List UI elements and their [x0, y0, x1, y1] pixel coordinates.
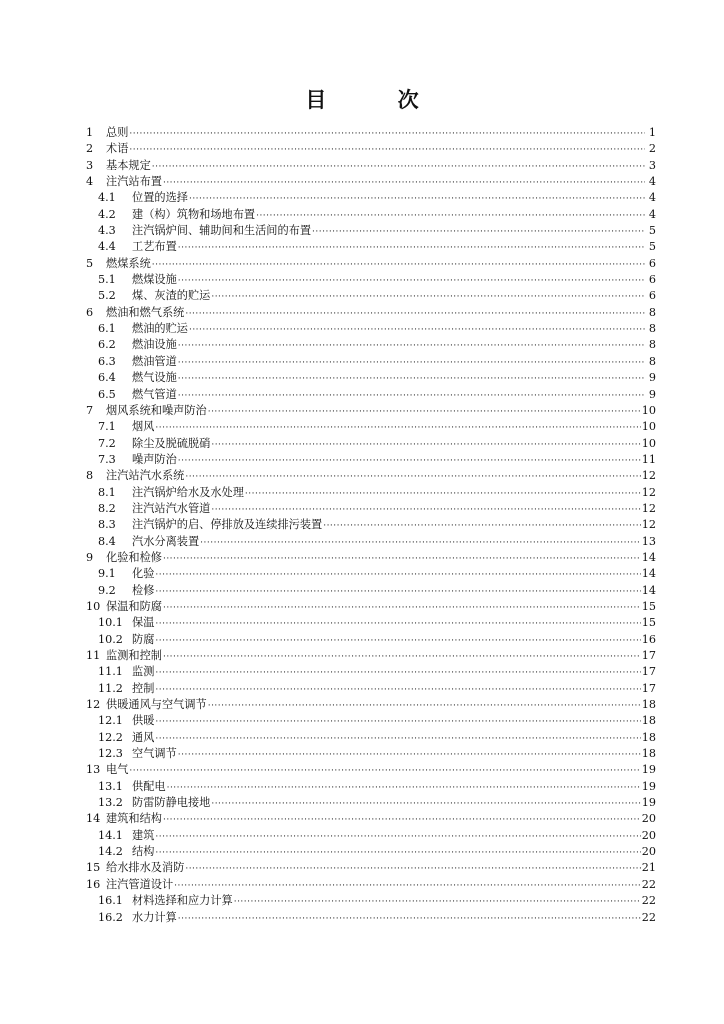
toc-entry-number: 5	[86, 256, 94, 270]
toc-entry	[86, 239, 656, 255]
toc-entry	[86, 256, 656, 272]
page-title: 目 次	[305, 88, 451, 112]
toc-entry	[86, 697, 656, 713]
toc-entry-number: 11.1	[98, 665, 123, 679]
toc-entry-page: 14	[641, 567, 656, 581]
toc-entry-page: 6	[648, 273, 656, 287]
dot-leader	[185, 469, 640, 485]
toc-entry	[86, 501, 656, 517]
toc-entry-page: 15	[641, 616, 656, 630]
dot-leader	[189, 322, 645, 338]
toc-entry-number: 16.2	[98, 910, 123, 924]
toc-entry	[86, 534, 656, 550]
toc-entry-page: 9	[648, 387, 656, 401]
toc-entry-number: 6.3	[98, 354, 116, 368]
dot-leader	[178, 355, 645, 371]
toc-entry	[86, 272, 656, 288]
toc-entry	[86, 599, 656, 615]
toc-entry-title: 化验和检修	[106, 550, 162, 564]
toc-entry	[86, 828, 656, 844]
dot-leader	[155, 845, 640, 861]
toc-entry	[86, 387, 656, 403]
toc-entry-page: 18	[641, 730, 656, 744]
dot-leader	[155, 616, 640, 632]
dot-leader	[155, 829, 640, 845]
toc-entry	[86, 795, 656, 811]
toc-entry-number: 4.3	[98, 224, 116, 238]
toc-entry	[86, 779, 656, 795]
toc-entry	[86, 910, 656, 926]
toc-entry-title: 燃油设施	[132, 338, 177, 352]
toc-entry-number: 6	[86, 305, 94, 319]
toc-entry-page: 20	[641, 845, 656, 859]
toc-entry-page: 22	[641, 877, 656, 891]
toc-entry	[86, 125, 656, 141]
dot-leader	[208, 698, 641, 714]
toc-entry-page: 18	[641, 747, 656, 761]
dot-leader	[155, 633, 640, 649]
toc-entry	[86, 583, 656, 599]
toc-entry-page: 19	[641, 779, 656, 793]
toc-entry-number: 6.2	[98, 338, 116, 352]
toc-entry-number: 1	[86, 126, 94, 139]
toc-entry	[86, 615, 656, 631]
toc-entry-page: 18	[641, 714, 656, 728]
toc-entry-title: 给水排水及消防	[106, 861, 185, 875]
dot-leader	[155, 584, 640, 600]
dot-leader	[256, 208, 645, 224]
toc-entry-page: 19	[641, 796, 656, 810]
toc-entry-number: 8.3	[98, 518, 116, 532]
toc-entry-title: 建筑和结构	[106, 812, 162, 826]
toc-entry-number: 7.2	[98, 436, 116, 450]
toc-entry-title: 燃煤系统	[106, 256, 151, 270]
table-of-contents	[86, 125, 656, 926]
toc-entry	[86, 419, 656, 435]
toc-entry-title: 燃气管道	[132, 387, 177, 401]
toc-entry-title: 通风	[132, 730, 155, 744]
toc-entry-page: 4	[648, 175, 656, 189]
toc-entry-number: 8.2	[98, 501, 116, 515]
toc-entry-title: 化验	[132, 567, 155, 581]
toc-entry	[86, 337, 656, 353]
toc-entry-title: 建（构）筑物和场地布置	[132, 207, 256, 221]
toc-entry-number: 16.1	[98, 894, 123, 908]
toc-entry-title: 电气	[106, 763, 129, 777]
toc-entry-page: 15	[641, 599, 656, 613]
toc-entry-title: 除尘及脱硫脱硝	[132, 436, 211, 450]
toc-entry-title: 噪声防治	[132, 452, 177, 466]
toc-entry-number: 8	[86, 469, 94, 483]
toc-entry-title: 供暖	[132, 714, 155, 728]
toc-entry-page: 21	[641, 861, 656, 875]
toc-entry-number: 4.2	[98, 207, 116, 221]
toc-entry-title: 监测	[132, 665, 155, 679]
toc-entry	[86, 762, 656, 778]
toc-entry	[86, 517, 656, 533]
toc-entry-title: 空气调节	[132, 747, 177, 761]
dot-leader	[185, 306, 645, 322]
toc-entry-title: 燃煤设施	[132, 273, 177, 287]
toc-entry-number: 9.1	[98, 567, 116, 581]
toc-entry-number: 11	[86, 649, 101, 662]
dot-leader	[178, 273, 645, 289]
dot-leader	[163, 649, 641, 665]
toc-entry	[86, 877, 656, 893]
toc-entry	[86, 158, 656, 174]
toc-entry-title: 烟风	[132, 420, 155, 434]
toc-entry-page: 10	[641, 420, 656, 434]
dot-leader	[155, 665, 640, 681]
dot-leader	[178, 747, 641, 763]
toc-entry-number: 10.1	[98, 616, 123, 630]
toc-entry-page: 1	[648, 126, 656, 139]
toc-entry-page: 17	[641, 665, 656, 679]
toc-entry-title: 监测和控制	[106, 649, 162, 662]
dot-leader	[200, 535, 641, 551]
toc-entry-number: 6.5	[98, 387, 116, 401]
toc-entry-title: 检修	[132, 583, 155, 597]
toc-entry-number: 10.2	[98, 632, 123, 646]
dot-leader	[129, 142, 645, 158]
toc-entry-number: 14.1	[98, 828, 123, 842]
toc-entry-number: 5.1	[98, 273, 116, 287]
toc-entry-title: 注汽锅炉间、辅助间和生活间的布置	[132, 224, 312, 238]
toc-entry-title: 煤、灰渣的贮运	[132, 289, 211, 303]
toc-entry-page: 20	[641, 812, 656, 826]
toc-entry-title: 烟风系统和噪声防治	[106, 403, 207, 417]
toc-entry	[86, 550, 656, 566]
toc-entry-title: 注汽站汽水管道	[132, 501, 211, 515]
toc-entry	[86, 893, 656, 909]
toc-entry	[86, 305, 656, 321]
dot-leader	[189, 191, 645, 207]
toc-entry-title: 保温	[132, 616, 155, 630]
toc-entry	[86, 648, 656, 664]
toc-entry-title: 水力计算	[132, 910, 177, 924]
toc-entry-number: 10	[86, 599, 101, 613]
toc-entry-page: 8	[648, 354, 656, 368]
dot-leader	[163, 600, 641, 616]
toc-entry-number: 7.3	[98, 452, 116, 466]
dot-leader	[155, 731, 640, 747]
toc-entry	[86, 713, 656, 729]
toc-entry-number: 5.2	[98, 289, 116, 303]
toc-entry-title: 保温和防腐	[106, 599, 162, 613]
toc-entry-number: 6.1	[98, 322, 116, 336]
toc-entry-number: 12.3	[98, 747, 123, 761]
toc-entry-page: 5	[648, 224, 656, 238]
toc-entry-page: 17	[641, 649, 656, 662]
dot-leader	[163, 551, 641, 567]
dot-leader	[211, 289, 645, 305]
dot-leader	[178, 371, 645, 387]
toc-entry-title: 供暖通风与空气调节	[106, 698, 207, 712]
dot-leader	[152, 257, 645, 273]
toc-entry	[86, 860, 656, 876]
toc-entry	[86, 730, 656, 746]
toc-entry	[86, 354, 656, 370]
dot-leader	[167, 780, 641, 796]
toc-entry-page: 12	[641, 469, 656, 483]
toc-entry-page: 6	[648, 289, 656, 303]
dot-leader	[129, 126, 645, 142]
dot-leader	[245, 486, 641, 502]
dot-leader	[211, 437, 640, 453]
toc-entry	[86, 468, 656, 484]
toc-entry	[86, 485, 656, 501]
toc-entry-page: 10	[641, 436, 656, 450]
toc-entry-number: 13.1	[98, 779, 123, 793]
dot-leader	[178, 388, 645, 404]
toc-entry	[86, 566, 656, 582]
dot-leader	[323, 518, 641, 534]
toc-entry	[86, 174, 656, 190]
toc-entry-number: 16	[86, 877, 101, 891]
toc-entry-title: 基本规定	[106, 158, 151, 172]
toc-entry-page: 14	[641, 583, 656, 597]
toc-entry-title: 燃油管道	[132, 354, 177, 368]
toc-entry-title: 工艺布置	[132, 240, 177, 254]
toc-entry	[86, 681, 656, 697]
toc-entry-title: 材料选择和应力计算	[132, 894, 233, 908]
toc-entry-title: 注汽锅炉的启、停排放及连续排污装置	[132, 518, 323, 532]
toc-entry-number: 8.4	[98, 534, 116, 548]
toc-entry-title: 燃气设施	[132, 371, 177, 385]
dot-leader	[178, 911, 641, 927]
toc-entry-title: 注汽站汽水系统	[106, 469, 185, 483]
toc-entry-page: 14	[641, 550, 656, 564]
toc-entry-page: 6	[648, 256, 656, 270]
toc-entry-page: 12	[641, 518, 656, 532]
toc-entry	[86, 403, 656, 419]
toc-entry-number: 4	[86, 175, 94, 189]
toc-entry-page: 8	[648, 322, 656, 336]
dot-leader	[155, 682, 640, 698]
toc-entry-number: 8.1	[98, 485, 116, 499]
dot-leader	[211, 502, 640, 518]
toc-entry-title: 汽水分离装置	[132, 534, 200, 548]
toc-entry-number: 15	[86, 861, 101, 875]
dot-leader	[178, 453, 641, 469]
dot-leader	[155, 420, 640, 436]
toc-entry-page: 3	[648, 158, 656, 172]
toc-entry-title: 燃油和燃气系统	[106, 305, 185, 319]
toc-entry-number: 13.2	[98, 796, 123, 810]
toc-entry-title: 防雷防静电接地	[132, 796, 211, 810]
toc-entry-page: 4	[648, 191, 656, 205]
toc-entry	[86, 370, 656, 386]
toc-entry	[86, 190, 656, 206]
toc-entry	[86, 844, 656, 860]
toc-entry-number: 7	[86, 403, 94, 417]
toc-entry-page: 19	[641, 763, 656, 777]
toc-entry-page: 12	[641, 485, 656, 499]
toc-entry-page: 20	[641, 828, 656, 842]
toc-entry-title: 注汽锅炉给水及水处理	[132, 485, 244, 499]
toc-entry-page: 11	[641, 452, 656, 466]
dot-leader	[312, 224, 645, 240]
toc-entry-number: 6.4	[98, 371, 116, 385]
dot-leader	[208, 404, 641, 420]
toc-entry	[86, 223, 656, 239]
toc-entry-title: 防腐	[132, 632, 155, 646]
dot-leader	[155, 567, 640, 583]
toc-entry-page: 9	[648, 371, 656, 385]
dot-leader	[178, 338, 645, 354]
toc-entry-page: 4	[648, 207, 656, 221]
toc-entry	[86, 452, 656, 468]
dot-leader	[155, 714, 640, 730]
toc-entry-title: 总则	[106, 126, 129, 139]
toc-entry-number: 14	[86, 812, 101, 826]
toc-entry	[86, 288, 656, 304]
dot-leader	[129, 763, 640, 779]
toc-entry-number: 3	[86, 158, 94, 172]
toc-entry-page: 5	[648, 240, 656, 254]
toc-entry-title: 结构	[132, 845, 155, 859]
toc-entry-title: 术语	[106, 142, 129, 156]
toc-entry-title: 注汽管道设计	[106, 877, 174, 891]
toc-entry	[86, 207, 656, 223]
toc-entry-title: 建筑	[132, 828, 155, 842]
toc-entry-page: 22	[641, 910, 656, 924]
toc-entry-page: 12	[641, 501, 656, 515]
toc-entry	[86, 664, 656, 680]
toc-entry-number: 7.1	[98, 420, 116, 434]
toc-entry-number: 14.2	[98, 845, 123, 859]
toc-entry-number: 12.2	[98, 730, 123, 744]
toc-entry-title: 燃油的贮运	[132, 322, 188, 336]
toc-entry-page: 13	[641, 534, 656, 548]
dot-leader	[211, 796, 640, 812]
toc-entry	[86, 632, 656, 648]
toc-entry-number: 11.2	[98, 681, 123, 695]
toc-entry-page: 16	[641, 632, 656, 646]
toc-entry	[86, 141, 656, 157]
toc-entry-page: 22	[641, 894, 656, 908]
dot-leader	[185, 861, 640, 877]
toc-entry-title: 供配电	[132, 779, 166, 793]
dot-leader	[163, 175, 645, 191]
toc-entry-page: 8	[648, 305, 656, 319]
toc-entry-number: 4.1	[98, 191, 116, 205]
toc-entry-number: 13	[86, 763, 101, 777]
dot-leader	[234, 894, 641, 910]
dot-leader	[174, 878, 641, 894]
toc-entry-number: 12.1	[98, 714, 123, 728]
toc-entry	[86, 746, 656, 762]
toc-entry	[86, 811, 656, 827]
dot-leader	[163, 812, 641, 828]
toc-entry	[86, 436, 656, 452]
toc-entry-page: 18	[641, 698, 656, 712]
toc-entry-page: 10	[641, 403, 656, 417]
toc-entry-page: 8	[648, 338, 656, 352]
toc-entry-page: 17	[641, 681, 656, 695]
dot-leader	[152, 159, 645, 175]
toc-entry-title: 控制	[132, 681, 155, 695]
toc-entry-title: 位置的选择	[132, 191, 188, 205]
toc-entry-number: 4.4	[98, 240, 116, 254]
toc-entry-number: 9	[86, 550, 94, 564]
toc-entry	[86, 321, 656, 337]
toc-entry-page: 2	[648, 142, 656, 156]
toc-entry-number: 9.2	[98, 583, 116, 597]
toc-entry-title: 注汽站布置	[106, 175, 162, 189]
toc-entry-number: 12	[86, 698, 101, 712]
toc-entry-number: 2	[86, 142, 94, 156]
dot-leader	[178, 240, 645, 256]
